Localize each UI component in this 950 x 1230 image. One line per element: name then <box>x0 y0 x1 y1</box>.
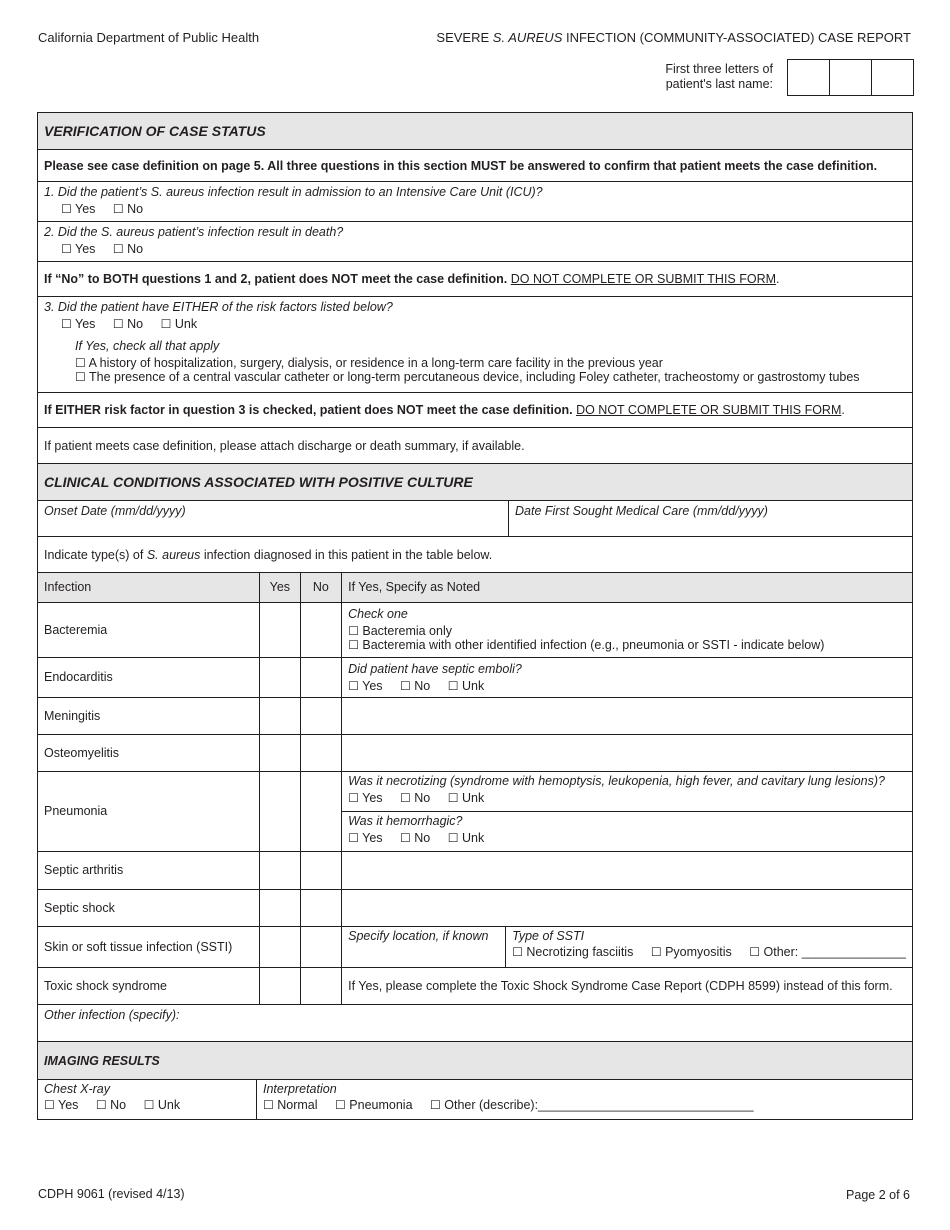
no-cell[interactable] <box>300 967 341 1004</box>
table-row <box>38 889 912 926</box>
imaging-row <box>38 1080 912 1119</box>
agency-name: California Department of Public Health <box>38 30 260 45</box>
infection-name: Septic shock <box>38 889 260 926</box>
xray-no-checkbox[interactable]: ☐ No <box>95 1098 127 1112</box>
specify-cell[interactable] <box>342 734 912 771</box>
necrotizing-no-checkbox[interactable]: ☐ No <box>400 790 431 805</box>
specify-cell: Check one ☐ Bacteremia only ☐ Bacteremia with other identified infection (e.g., pneumonia or SSTI - indicate below) <box>342 602 912 657</box>
emboli-no-checkbox[interactable]: ☐ No <box>400 678 431 693</box>
ssti-other-checkbox[interactable]: ☐ Other: _______________ <box>749 944 906 959</box>
no-cell[interactable] <box>300 734 341 771</box>
question-1 <box>38 182 912 222</box>
last-name-label: First three letters of patient's last name: <box>665 62 773 91</box>
no-cell[interactable] <box>300 657 341 697</box>
necrotizing-unk-checkbox[interactable]: ☐ Unk <box>447 790 485 805</box>
infection-name: Toxic shock syndrome <box>38 967 260 1004</box>
case-report-form <box>37 112 913 1120</box>
specify-cell: Was it necrotizing (syndrome with hemoptysis, leukopenia, high fever, and cavitary lung lesions)? ☐ Yes ☐ No ☐ Unk Was it hemorrhagic? ☐ Yes ☐ No ☐ Unk <box>342 771 912 851</box>
interp-other-checkbox[interactable]: ☐ Other (describe):_______________________________ <box>430 1098 754 1112</box>
no-cell[interactable] <box>300 697 341 734</box>
infection-name: Skin or soft tissue infection (SSTI) <box>38 926 260 967</box>
table-row <box>38 851 912 889</box>
no-cell[interactable] <box>300 926 341 967</box>
last-name-letter-1[interactable] <box>788 60 830 95</box>
bacteremia-only-checkbox[interactable]: ☐ Bacteremia only <box>348 624 452 638</box>
question-3 <box>38 297 912 393</box>
yes-cell[interactable] <box>260 657 301 697</box>
emboli-unk-checkbox[interactable]: ☐ Unk <box>447 678 485 693</box>
q3-subheading: If Yes, check all that apply <box>75 339 220 353</box>
q3-yes-checkbox[interactable]: ☐ Yes <box>61 317 96 331</box>
ssti-location-field[interactable]: Specify location, if known <box>342 927 506 967</box>
report-title: SEVERE S. AUREUS INFECTION (COMMUNITY-ASSOCIATED) CASE REPORT <box>436 30 911 45</box>
last-name-letter-2[interactable] <box>830 60 872 95</box>
specify-cell: Did patient have septic emboli? ☐ Yes ☐ No ☐ Unk <box>342 657 912 697</box>
dates-row <box>38 501 912 537</box>
interpretation-cell: Interpretation ☐ Normal ☐ Pneumonia ☐ Other (describe):_______________________________ <box>263 1082 754 1112</box>
yes-cell[interactable] <box>260 771 301 851</box>
infection-name: Meningitis <box>38 697 260 734</box>
no-cell[interactable] <box>300 771 341 851</box>
col-no: No <box>300 573 341 602</box>
necrotizing-fasciitis-checkbox[interactable]: ☐ Necrotizing fasciitis <box>512 944 634 959</box>
hemorrhagic-yes-checkbox[interactable]: ☐ Yes <box>348 830 383 845</box>
hemorrhagic-no-checkbox[interactable]: ☐ No <box>400 830 431 845</box>
table-row <box>38 734 912 771</box>
xray-yes-checkbox[interactable]: ☐ Yes <box>44 1098 79 1112</box>
verification-section-header: VERIFICATION OF CASE STATUS <box>38 113 912 150</box>
yes-cell[interactable] <box>260 602 301 657</box>
infection-name: Osteomyelitis <box>38 734 260 771</box>
table-row <box>38 657 912 697</box>
q1-no-checkbox[interactable]: ☐ No <box>112 202 144 216</box>
table-row <box>38 926 912 967</box>
question-1-text: 1. Did the patient’s S. aureus infection result in admission to an Intensive Care Unit (ICU)? <box>44 185 543 199</box>
risk-factor-2-checkbox[interactable]: ☐ The presence of a central vascular catheter or long-term percutaneous device, including Foley catheter, tracheostomy or gastrostomy tubes <box>75 370 860 384</box>
interp-pneumonia-checkbox[interactable]: ☐ Pneumonia <box>335 1098 413 1112</box>
rule-question-3: If EITHER risk factor in question 3 is checked, patient does NOT meet the case definition. DO NOT COMPLETE OR SUBMIT THIS FORM. <box>38 393 912 428</box>
imaging-section-header: IMAGING RESULTS <box>38 1042 912 1080</box>
yes-cell[interactable] <box>260 697 301 734</box>
indicate-infection-instruction: Indicate type(s) of S. aureus infection diagnosed in this patient in the table below. <box>38 537 912 573</box>
question-2 <box>38 222 912 262</box>
attach-summary-note: If patient meets case definition, please attach discharge or death summary, if available. <box>38 428 912 464</box>
col-infection: Infection <box>38 573 260 602</box>
tss-note: If Yes, please complete the Toxic Shock Syndrome Case Report (CDPH 8599) instead of this form. <box>348 978 893 993</box>
yes-cell[interactable] <box>260 851 301 889</box>
infection-name: Pneumonia <box>38 771 260 851</box>
emboli-yes-checkbox[interactable]: ☐ Yes <box>348 678 383 693</box>
question-3-text: 3. Did the patient have EITHER of the risk factors listed below? <box>44 300 393 314</box>
last-name-boxes <box>787 59 914 96</box>
table-row <box>38 771 912 851</box>
no-cell[interactable] <box>300 851 341 889</box>
no-cell[interactable] <box>300 889 341 926</box>
q3-unk-checkbox[interactable]: ☐ Unk <box>160 317 198 331</box>
yes-cell[interactable] <box>260 926 301 967</box>
table-header-row <box>38 573 912 602</box>
pyomyositis-checkbox[interactable]: ☐ Pyomyositis <box>650 944 732 959</box>
yes-cell[interactable] <box>260 967 301 1004</box>
no-cell[interactable] <box>300 602 341 657</box>
yes-cell[interactable] <box>260 734 301 771</box>
col-yes: Yes <box>260 573 301 602</box>
q3-no-checkbox[interactable]: ☐ No <box>112 317 144 331</box>
yes-cell[interactable] <box>260 889 301 926</box>
necrotizing-yes-checkbox[interactable]: ☐ Yes <box>348 790 383 805</box>
case-definition-instruction: Please see case definition on page 5. All three questions in this section MUST be answered to confirm that patient meets the case definition. <box>38 150 912 182</box>
table-row <box>38 602 912 657</box>
specify-cell[interactable] <box>342 697 912 734</box>
q2-no-checkbox[interactable]: ☐ No <box>112 242 144 256</box>
form-id: CDPH 9061 (revised 4/13) <box>38 1187 185 1201</box>
infection-table-wrapper <box>38 573 912 1005</box>
col-specify: If Yes, Specify as Noted <box>342 573 912 602</box>
table-row <box>38 967 912 1004</box>
interp-normal-checkbox[interactable]: ☐ Normal <box>263 1098 318 1112</box>
q1-yes-checkbox[interactable]: ☐ Yes <box>61 202 96 216</box>
specify-cell[interactable] <box>342 851 912 889</box>
table-row <box>38 697 912 734</box>
question-2-text: 2. Did the S. aureus patient’s infection result in death? <box>44 225 344 239</box>
last-name-letter-3[interactable] <box>872 60 913 95</box>
infection-table <box>38 573 912 1004</box>
risk-factor-1-checkbox[interactable]: ☐ A history of hospitalization, surgery, dialysis, or residence in a long-term care facility in the previous year <box>75 356 663 370</box>
page-number: Page 2 of 6 <box>846 1188 910 1202</box>
infection-name: Septic arthritis <box>38 851 260 889</box>
xray-unk-checkbox[interactable]: ☐ Unk <box>143 1098 181 1112</box>
chest-xray-cell: Chest X-ray ☐ Yes ☐ No ☐ Unk <box>38 1080 257 1119</box>
infection-name: Endocarditis <box>38 657 260 697</box>
rule-questions-1-2: If “No” to BOTH questions 1 and 2, patient does NOT meet the case definition. DO NOT COMPLETE OR SUBMIT THIS FORM. <box>38 262 912 297</box>
specify-cell: Specify location, if known Type of SSTI ☐ Necrotizing fasciitis ☐ Pyomyositis ☐ Other: _______________ <box>342 926 912 967</box>
q2-yes-checkbox[interactable]: ☐ Yes <box>61 242 96 256</box>
specify-cell[interactable] <box>342 889 912 926</box>
bacteremia-other-checkbox[interactable]: ☐ Bacteremia with other identified infection (e.g., pneumonia or SSTI - indicate below) <box>348 638 825 652</box>
clinical-section-header: CLINICAL CONDITIONS ASSOCIATED WITH POSITIVE CULTURE <box>38 464 912 501</box>
onset-date-field[interactable]: Onset Date (mm/dd/yyyy) <box>38 501 509 536</box>
infection-name: Bacteremia <box>38 602 260 657</box>
other-infection-field[interactable]: Other infection (specify): <box>38 1005 912 1042</box>
first-care-date-field[interactable]: Date First Sought Medical Care (mm/dd/yyyy) <box>515 504 768 518</box>
hemorrhagic-unk-checkbox[interactable]: ☐ Unk <box>447 830 485 845</box>
